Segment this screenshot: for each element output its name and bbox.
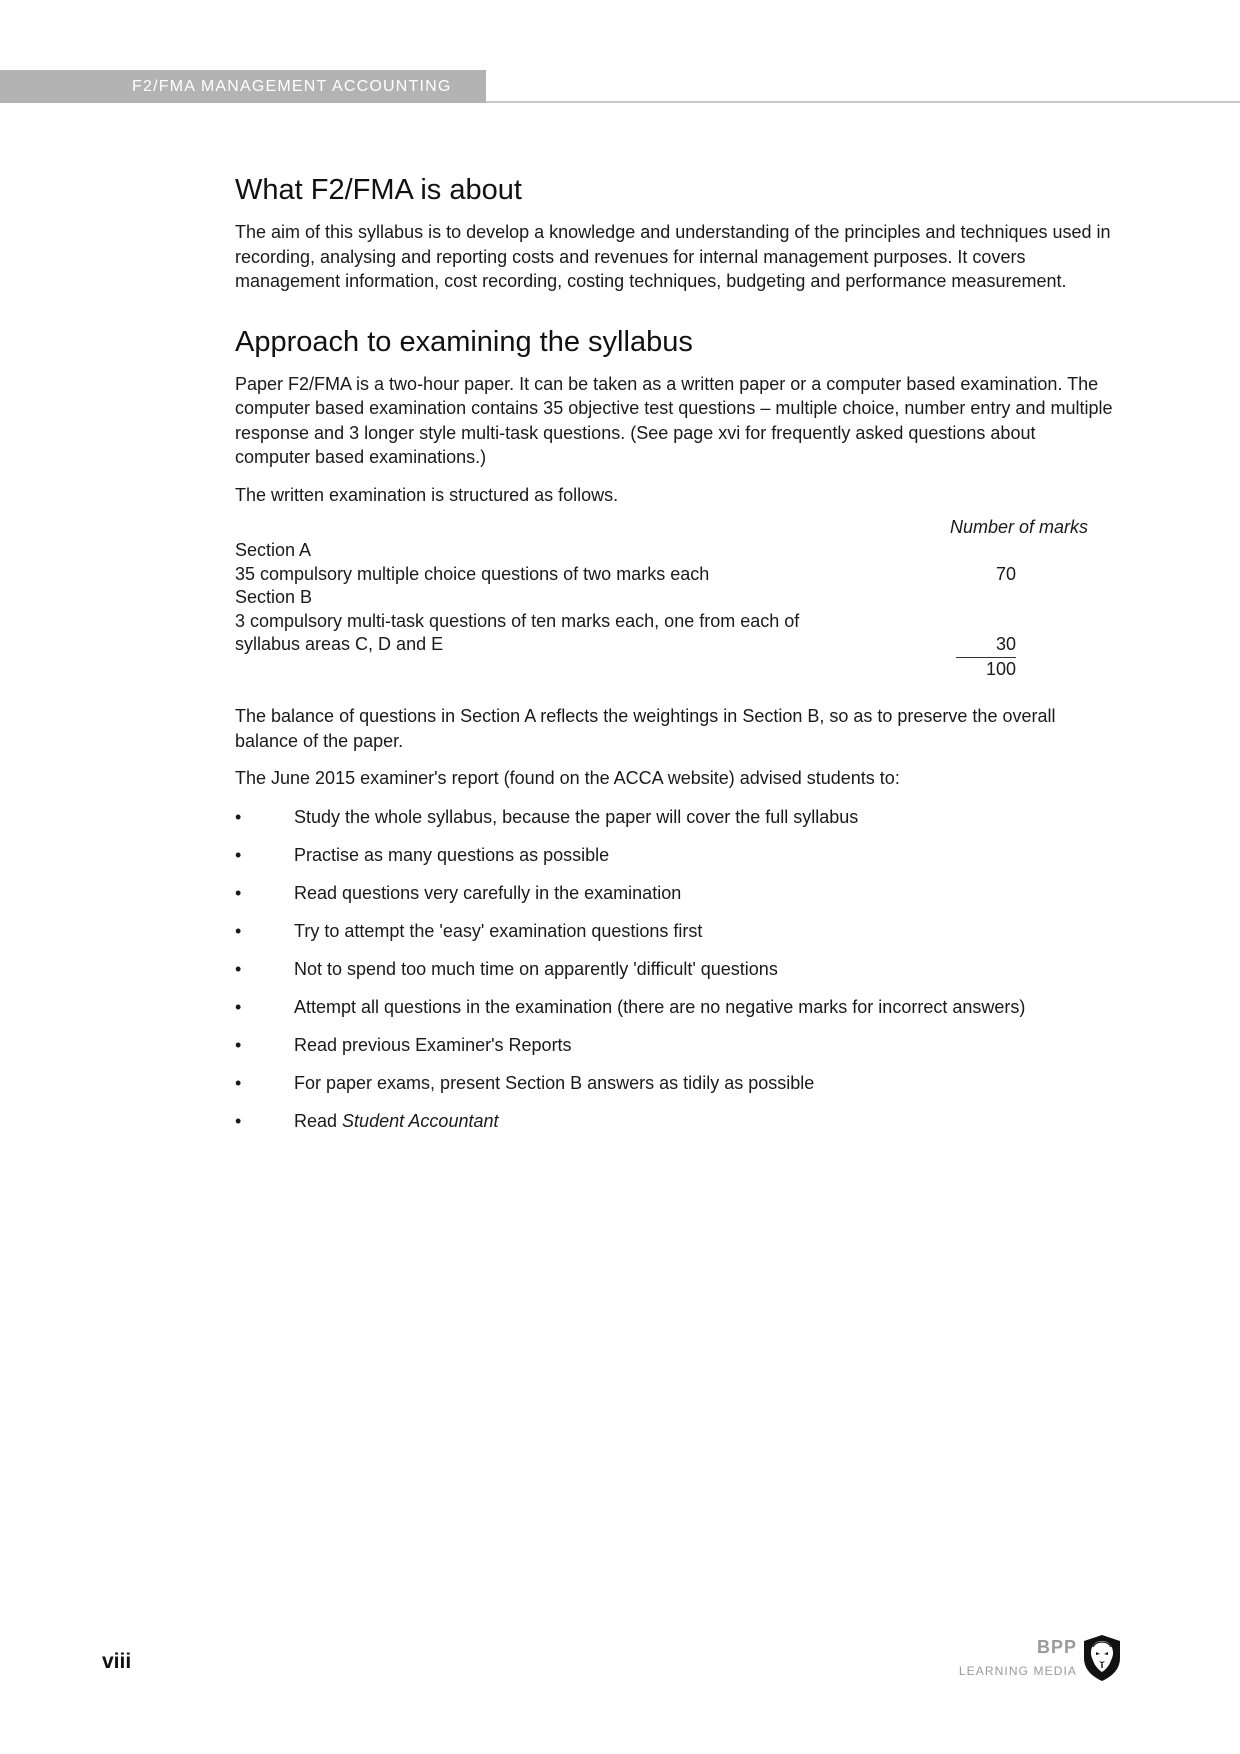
bpp-logo — [958, 1632, 1122, 1692]
report-intro: The June 2015 examiner's report (found on the ACCA website) advised students to: — [235, 768, 900, 788]
marks-total-value: 100 — [956, 657, 1016, 682]
bullet-icon: • — [235, 882, 242, 903]
list-item-text: Practise as many questions as possible — [294, 844, 610, 865]
list-item-text: Try to attempt the 'easy' examination questions first — [294, 920, 703, 941]
list-item — [235, 843, 1115, 881]
marks-row — [235, 610, 1115, 634]
logo-brand: BPP — [1036, 1637, 1077, 1657]
bullet-icon: • — [235, 1072, 242, 1093]
list-item — [235, 881, 1115, 919]
list-item — [235, 805, 1115, 843]
list-item — [235, 1033, 1115, 1071]
structure-intro: The written examination is structured as follows. — [235, 484, 619, 505]
list-item — [235, 995, 1115, 1033]
list-item — [235, 1071, 1115, 1109]
bullet-icon: • — [235, 920, 242, 941]
list-item-text: For paper exams, present Section B answers as tidily as possible — [294, 1072, 815, 1093]
list-item-text: Study the whole syllabus, because the paper will cover the full syllabus — [294, 806, 859, 827]
lion-shield-icon — [1082, 1634, 1122, 1682]
marks-column-header: Number of marks — [949, 517, 1088, 537]
balance-paragraph: The balance of questions in Section A reflects the weightings in Section B, so as to preserve the overall balance of the paper. — [235, 706, 1056, 751]
marks-row-description: 35 compulsory multiple choice questions of two marks each — [235, 563, 710, 584]
bullet-icon: • — [235, 806, 242, 827]
list-item — [235, 919, 1115, 957]
bullet-icon: • — [235, 1110, 242, 1131]
marks-row — [235, 563, 1115, 587]
page-content — [235, 172, 1115, 1147]
marks-total-row — [235, 657, 1115, 681]
running-header-rule — [486, 101, 1240, 103]
bullet-icon: • — [235, 1034, 242, 1055]
about-paragraph: The aim of this syllabus is to develop a knowledge and understanding of the principles and techniques used in recording, analysing and reporting costs and revenues for internal management purposes. It covers management information, cost recording, costing techniques, budgeting and performance measurement. — [235, 222, 1111, 291]
bullet-icon: • — [235, 996, 242, 1017]
running-header — [0, 70, 1240, 103]
marks-row-description: syllabus areas C, D and E — [235, 634, 444, 654]
bullet-icon: • — [235, 958, 242, 979]
list-item-text: Read previous Examiner's Reports — [294, 1034, 572, 1055]
marks-row-description: Section A — [235, 540, 312, 560]
publication-title: Student Accountant — [342, 1110, 499, 1131]
page-number: viii — [102, 1650, 132, 1673]
marks-row-description: Section B — [235, 587, 313, 607]
approach-paragraph: Paper F2/FMA is a two-hour paper. It can be taken as a written paper or a computer based examination. The computer based examination contains 35 objective test questions – multiple choice, number entry and multiple response and 3 longer style multi-task questions. (See page xvi for frequently asked questions about computer based examinations.) — [235, 373, 1113, 467]
list-item — [235, 957, 1115, 995]
marks-row-description: 3 compulsory multi-task questions of ten marks each, one from each of — [235, 610, 800, 631]
marks-row — [235, 539, 1115, 563]
logo-tagline: LEARNING MEDIA — [958, 1664, 1077, 1678]
list-item — [235, 1109, 1115, 1147]
list-item-text: Read — [294, 1110, 343, 1131]
bullet-icon: • — [235, 844, 242, 865]
marks-row — [235, 586, 1115, 610]
marks-row — [235, 633, 1115, 657]
running-header-title: F2/FMA MANAGEMENT ACCOUNTING — [132, 78, 452, 95]
advice-list — [235, 805, 1115, 1147]
marks-row-value: 70 — [995, 563, 1016, 584]
marks-row-value: 30 — [995, 634, 1016, 654]
list-item-text: Read questions very carefully in the examination — [294, 882, 682, 903]
list-item-text: Not to spend too much time on apparently 'difficult' questions — [294, 958, 778, 979]
marks-table — [235, 515, 1115, 680]
list-item-text: Attempt all questions in the examination (there are no negative marks for incorrect answers) — [294, 996, 1026, 1017]
about-heading: What F2/FMA is about — [235, 174, 522, 206]
running-header-tab — [0, 70, 486, 103]
approach-heading: Approach to examining the syllabus — [235, 325, 693, 358]
